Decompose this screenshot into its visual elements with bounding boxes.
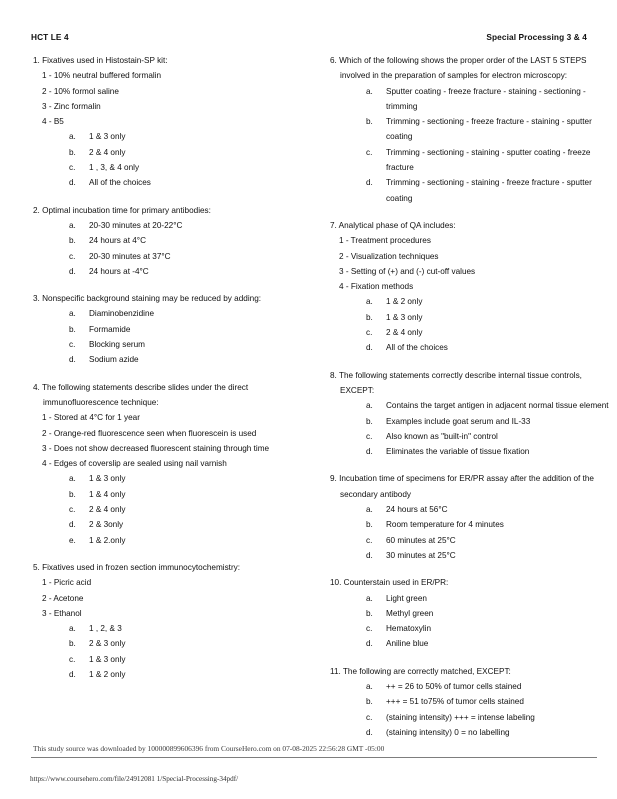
question-stem: 10. Counterstain used in ER/PR: — [330, 578, 449, 588]
question-block — [328, 53, 609, 206]
option-text: 1 & 2.only — [89, 535, 126, 545]
question-numbered-item: 2 - Orange-red fluorescence seen when fluorescein is used — [42, 428, 257, 438]
answer-option[interactable] — [31, 233, 312, 248]
option-letter: d. — [366, 447, 373, 457]
option-text: 1 , 2, & 3 — [89, 624, 122, 634]
answer-option[interactable] — [328, 548, 609, 563]
option-text: 2 & 4 only — [89, 147, 126, 157]
option-letter: a. — [366, 86, 373, 96]
option-text: 1 & 3 only — [89, 654, 126, 664]
option-text: Sputter coating - freeze fracture - staining - sectioning - trimming — [386, 86, 586, 111]
option-text: Eliminates the variable of tissue fixation — [386, 447, 530, 457]
question-numbered-item: 1 - Picric acid — [42, 578, 92, 588]
answer-option[interactable] — [328, 679, 609, 694]
option-text: All of the choices — [386, 343, 448, 353]
question-block — [328, 368, 609, 460]
answer-option[interactable] — [31, 129, 312, 144]
left-column — [31, 53, 312, 682]
answer-option[interactable] — [328, 114, 609, 145]
question-numbered-item: 1 - Stored at 4°C for 1 year — [42, 413, 140, 423]
option-letter: b. — [69, 489, 76, 499]
option-letter: d. — [366, 343, 373, 353]
option-letter: b. — [366, 312, 373, 322]
option-letter: a. — [366, 681, 373, 691]
option-text: 20-30 minutes at 20-22°C — [89, 220, 183, 230]
right-column — [325, 53, 609, 740]
question-numbered-item: 4 - Fixation methods — [339, 282, 414, 292]
question-numbered-item: 1 - Treatment procedures — [339, 236, 431, 246]
option-letter: d. — [366, 178, 373, 188]
option-letter: b. — [69, 147, 76, 157]
option-text: Trimming - sectioning - freeze fracture - staining - sputter coating — [386, 117, 592, 142]
question-stem: 11. The following are correctly matched, EXCEPT: — [330, 666, 511, 676]
answer-option[interactable] — [328, 591, 609, 606]
option-text: 60 minutes at 25°C — [386, 535, 456, 545]
answer-option[interactable] — [328, 84, 609, 115]
answer-option[interactable] — [31, 264, 312, 279]
header-left-title: HCT LE 4 — [31, 32, 69, 42]
option-text: (staining intensity) +++ = intense labeling — [386, 712, 535, 722]
option-text: Methyl green — [386, 608, 434, 618]
option-letter: d. — [69, 178, 76, 188]
answer-option[interactable] — [31, 322, 312, 337]
question-block — [31, 53, 312, 191]
question-numbered-item: 2 - Visualization techniques — [339, 251, 439, 261]
question-block — [31, 560, 312, 682]
question-numbered-item: 4 - Edges of coverslip are sealed using nail varnish — [42, 459, 227, 469]
answer-option[interactable] — [328, 725, 609, 740]
option-text: ++ = 26 to 50% of tumor cells stained — [386, 681, 522, 691]
answer-option[interactable] — [31, 337, 312, 352]
answer-option[interactable] — [328, 636, 609, 651]
answer-option[interactable] — [31, 471, 312, 486]
answer-option[interactable] — [31, 175, 312, 190]
option-letter: c. — [366, 624, 373, 634]
question-numbered-item: 1 - 10% neutral buffered formalin — [42, 71, 162, 81]
header-right-title: Special Processing 3 & 4 — [486, 32, 587, 42]
answer-option[interactable] — [328, 533, 609, 548]
option-text: Room temperature for 4 minutes — [386, 520, 504, 530]
option-text: 2 & 3 only — [89, 639, 126, 649]
option-letter: c. — [69, 163, 76, 173]
answer-option[interactable] — [31, 667, 312, 682]
option-text: Aniline blue — [386, 639, 429, 649]
option-text: All of the choices — [89, 178, 151, 188]
question-stem: 8. The following statements correctly describe internal tissue controls, EXCEPT: — [330, 370, 582, 395]
answer-option[interactable] — [31, 218, 312, 233]
answer-option[interactable] — [328, 502, 609, 517]
option-text: +++ = 51 to75% of tumor cells stained — [386, 697, 524, 707]
question-numbered-item: 4 - B5 — [42, 117, 64, 127]
option-letter: e. — [69, 535, 76, 545]
option-text: 20-30 minutes at 37°C — [89, 251, 171, 261]
option-text: 1 & 3 only — [89, 132, 126, 142]
option-letter: c. — [69, 340, 76, 350]
option-letter: c. — [69, 251, 76, 261]
option-text: 2 & 4 only — [89, 505, 126, 515]
option-letter: a. — [366, 593, 373, 603]
two-column-body — [31, 53, 609, 740]
option-text: Sodium azide — [89, 355, 139, 365]
answer-option[interactable] — [328, 694, 609, 709]
answer-option[interactable] — [31, 487, 312, 502]
option-letter: a. — [69, 220, 76, 230]
option-text: 24 hours at 4°C — [89, 236, 146, 246]
question-block — [31, 380, 312, 548]
option-letter: d. — [69, 355, 76, 365]
answer-option[interactable] — [328, 710, 609, 725]
answer-option[interactable] — [328, 325, 609, 340]
option-text: Also known as "built-in" control — [386, 431, 498, 441]
question-block — [31, 291, 312, 367]
answer-option[interactable] — [31, 502, 312, 517]
option-letter: a. — [366, 297, 373, 307]
option-letter: b. — [69, 324, 76, 334]
option-letter: b. — [366, 520, 373, 530]
option-text: Trimming - sectioning - staining - sputter coating - freeze fracture — [386, 147, 591, 173]
answer-option[interactable] — [328, 340, 609, 355]
question-numbered-item: 2 - 10% formol saline — [42, 86, 119, 96]
answer-option[interactable] — [31, 352, 312, 367]
option-letter: d. — [366, 550, 373, 560]
question-numbered-item: 3 - Setting of (+) and (-) cut-off values — [339, 266, 476, 276]
option-letter: c. — [366, 431, 373, 441]
option-letter: b. — [366, 117, 373, 127]
question-stem: 3. Nonspecific background staining may be reduced by adding: — [33, 294, 262, 304]
option-text: 1 & 2 only — [89, 669, 126, 679]
question-numbered-item: 2 - Acetone — [42, 593, 84, 603]
option-letter: a. — [366, 401, 373, 411]
option-text: Trimming - sectioning - staining - freeze fracture - sputter coating — [386, 178, 592, 203]
question-stem: 2. Optimal incubation time for primary antibodies: — [33, 205, 211, 215]
question-stem: 7. Analytical phase of QA includes: — [330, 220, 456, 230]
option-letter: b. — [366, 697, 373, 707]
option-text: 2 & 3only — [89, 520, 124, 530]
answer-option[interactable] — [31, 533, 312, 548]
answer-option[interactable] — [328, 606, 609, 621]
option-letter: c. — [69, 654, 76, 664]
option-letter: d. — [69, 266, 76, 276]
question-block — [328, 218, 609, 356]
answer-option[interactable] — [328, 517, 609, 532]
answer-option[interactable] — [31, 306, 312, 321]
option-letter: b. — [69, 236, 76, 246]
answer-option[interactable] — [31, 652, 312, 667]
option-letter: b. — [366, 608, 373, 618]
answer-option[interactable] — [31, 621, 312, 636]
option-text: 1 , 3, & 4 only — [89, 163, 140, 173]
answer-option[interactable] — [31, 145, 312, 160]
question-numbered-item: 3 - Does not show decreased fluorescent staining through time — [42, 443, 270, 453]
footer-divider — [31, 757, 597, 758]
question-numbered-item: 3 - Zinc formalin — [42, 101, 101, 111]
option-letter: d. — [69, 669, 76, 679]
answer-option[interactable] — [31, 160, 312, 175]
option-text: (staining intensity) 0 = no labelling — [386, 727, 510, 737]
option-text: 24 hours at -4°C — [89, 266, 149, 276]
option-letter: b. — [366, 416, 373, 426]
answer-option[interactable] — [328, 444, 609, 459]
option-letter: c. — [69, 505, 76, 515]
question-block — [328, 664, 609, 740]
answer-option[interactable] — [31, 517, 312, 532]
page-header — [31, 32, 589, 42]
question-stem: 6. Which of the following shows the proper order of the LAST 5 STEPS involved in the preparation of samples for electron microscopy: — [330, 56, 587, 81]
question-stem: 1. Fixatives used in Histostain-SP kit: — [33, 56, 168, 65]
option-text: Diaminobenzidine — [89, 309, 155, 319]
option-letter: c. — [366, 712, 373, 722]
option-text: 1 & 2 only — [386, 297, 423, 307]
option-text: 1 & 3 only — [89, 474, 126, 484]
question-block — [31, 203, 312, 279]
option-letter: a. — [69, 624, 76, 634]
option-text: Light green — [386, 593, 427, 603]
answer-option[interactable] — [328, 414, 609, 429]
option-text: 2 & 4 only — [386, 328, 423, 338]
footer-source-url[interactable]: https://www.coursehero.com/file/24912081 1/Special-Processing-34pdf/ — [30, 775, 239, 783]
option-text: 30 minutes at 25°C — [386, 550, 456, 560]
option-letter: d. — [69, 520, 76, 530]
answer-option[interactable] — [328, 310, 609, 325]
option-letter: a. — [69, 474, 76, 484]
question-block — [328, 575, 609, 651]
answer-option[interactable] — [328, 145, 609, 176]
option-text: Examples include goat serum and IL-33 — [386, 416, 531, 426]
option-text: 1 & 4 only — [89, 489, 126, 499]
option-letter: c. — [366, 147, 373, 157]
question-stem: 9. Incubation time of specimens for ER/PR assay after the addition of the secondary antibody — [330, 474, 594, 499]
question-stem: 4. The following statements describe slides under the direct immunofluorescence technique: — [33, 382, 249, 407]
option-letter: b. — [69, 639, 76, 649]
option-letter: a. — [366, 505, 373, 515]
question-numbered-item: 3 - Ethanol — [42, 608, 82, 618]
answer-option[interactable] — [328, 398, 609, 413]
option-letter: a. — [69, 132, 76, 142]
answer-option[interactable] — [328, 429, 609, 444]
question-stem: 5. Fixatives used in frozen section immunocytochemistry: — [33, 562, 241, 572]
option-text: Contains the target antigen in adjacent normal tissue element — [386, 401, 609, 411]
answer-option[interactable] — [31, 249, 312, 264]
answer-option[interactable] — [31, 636, 312, 651]
option-text: 1 & 3 only — [386, 312, 423, 322]
option-letter: c. — [366, 535, 373, 545]
option-letter: c. — [366, 328, 373, 338]
answer-option[interactable] — [328, 621, 609, 636]
option-letter: d. — [366, 639, 373, 649]
option-letter: d. — [366, 727, 373, 737]
option-text: Formamide — [89, 324, 131, 334]
option-letter: a. — [69, 309, 76, 319]
option-text: Hematoxylin — [386, 624, 432, 634]
option-text: Blocking serum — [89, 340, 145, 350]
option-text: 24 hours at 56°C — [386, 505, 448, 515]
answer-option[interactable] — [328, 175, 609, 206]
answer-option[interactable] — [328, 294, 609, 309]
question-block — [328, 471, 609, 563]
footer-attribution: This study source was downloaded by 100000899606396 from CourseHero.com on 07-08-2025 22:56:28 GMT -05:00 — [33, 744, 385, 753]
